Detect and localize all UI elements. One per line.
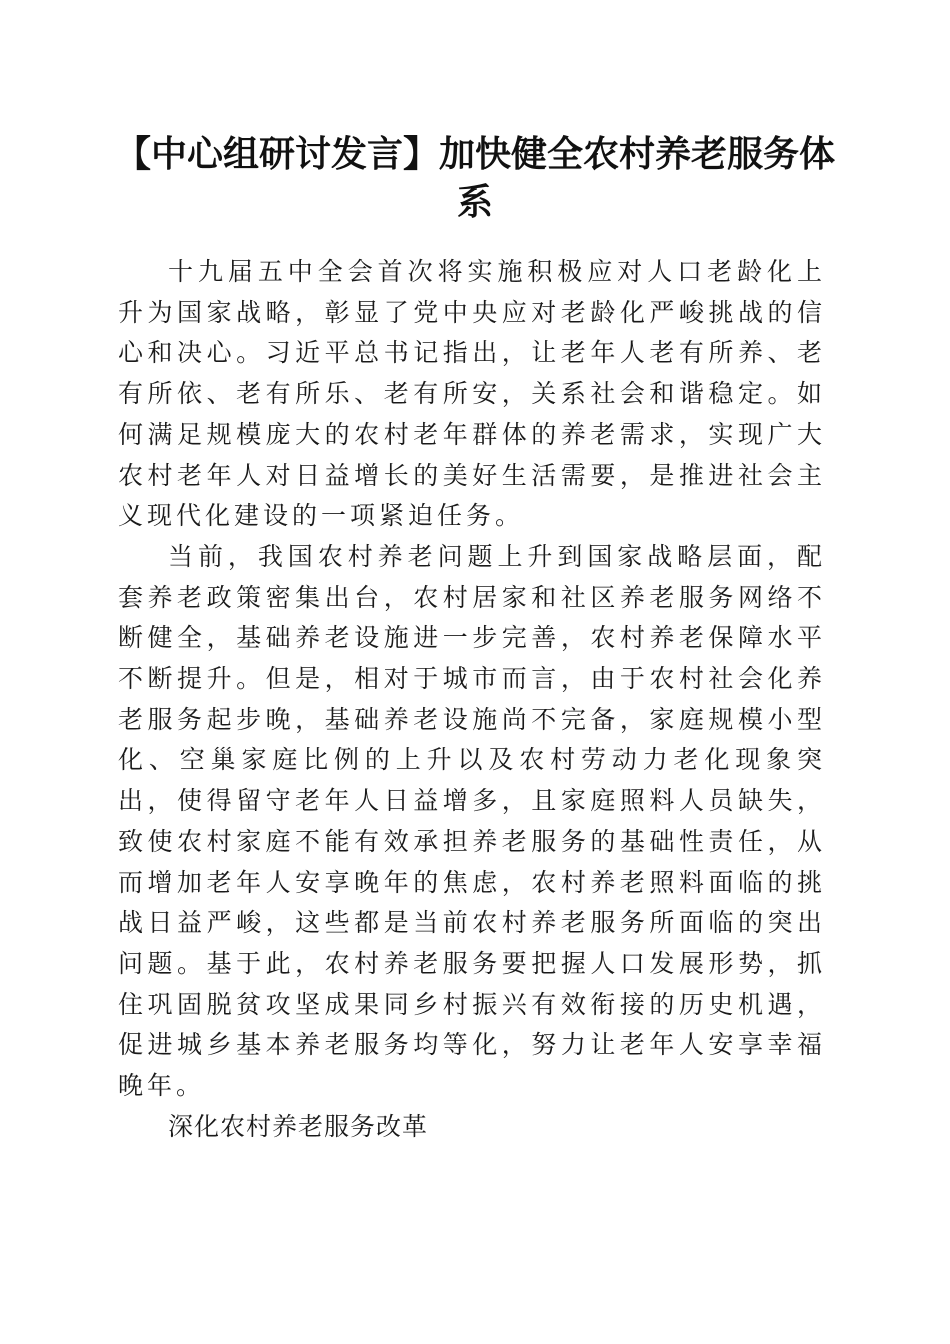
section-heading: 深化农村养老服务改革 <box>168 1111 429 1141</box>
paragraph-current-situation: 当前，我国农村养老问题上升到国家战略层面，配套养老政策密集出台，农村居家和社区养老服务网络不断健全，基础养老设施进一步完善，农村养老保障水平不断提升。但是，相对于城市而言，由于农村社会化养老服务起步晚，基础养老设施尚不完备，家庭规模小型化、空巢家庭比例的上升以及农村劳动力老化现象突出，使得留守老年人日益增多，且家庭照料人员缺失，致使农村家庭不能有效承担养老服务的基础性责任，从而增加老年人安享晚年的焦虑，农村养老照料面临的挑战日益严峻，这些都是当前农村养老服务所面临的突出问题。基于此，农村养老服务要把握人口发展形势，抓住巩固脱贫攻坚成果同乡村振兴有效衔接的历史机遇，促进城乡基本养老服务均等化，努力让老年人安享幸福晚年。 <box>118 541 826 1101</box>
paragraph-intro: 十九届五中全会首次将实施积极应对人口老龄化上升为国家战略，彰显了党中央应对老龄化严峻挑战的信心和决心。习近平总书记指出，让老年人老有所养、老有所依、老有所乐、老有所安，关系社会和谐稳定。如何满足规模庞大的农村老年群体的养老需求，实现广大农村老年人对日益增长的美好生活需要，是推进社会主义现代化建设的一项紧迫任务。 <box>118 257 826 531</box>
document-body <box>118 252 826 1147</box>
document-title: 【中心组研讨发言】加快健全农村养老服务体系 <box>114 134 835 223</box>
